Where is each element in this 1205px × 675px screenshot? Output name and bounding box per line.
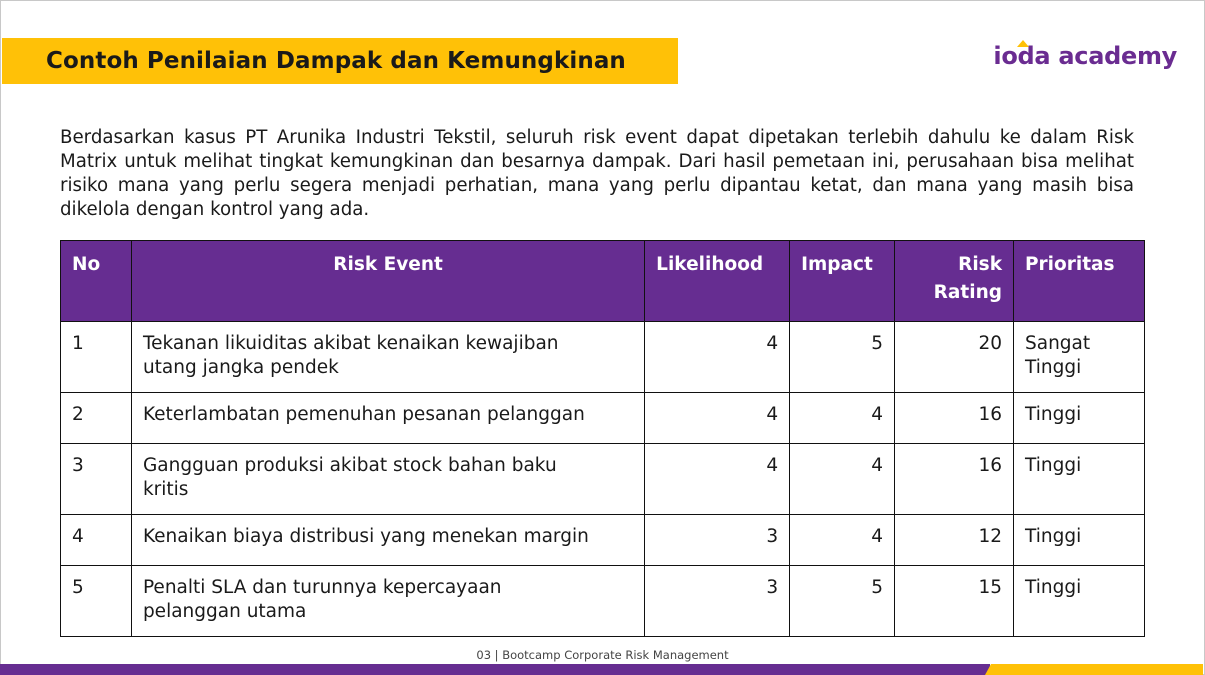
table-row (61, 444, 1145, 515)
cell-risk-rating: 16 (895, 444, 1014, 515)
cell-likelihood: 4 (645, 444, 790, 515)
header-risk-event: Risk Event (131, 241, 644, 322)
intro-paragraph: Berdasarkan kasus PT Arunika Industri Tekstil, seluruh risk event dapat dipetakan terlebih dahulu ke dalam Risk Matrix untuk melihat tingkat kemungkinan dan besarnya dampak. Dari hasil pemetaan ini, perusahaan bisa melihat risiko mana yang perlu segera menjadi perhatian, mana yang perlu dipantau ketat, dan mana yang masih bisa dikelola dengan kontrol yang ada. (60, 127, 1134, 220)
cell-risk-rating: 12 (895, 515, 1014, 566)
cell-risk-event: Gangguan produksi akibat stock bahan baku kritis (131, 444, 644, 515)
bottom-accent-purple (0, 664, 990, 675)
cell-risk-event: Keterlambatan pemenuhan pesanan pelanggan (131, 393, 644, 444)
header-prioritas: Prioritas (1014, 241, 1145, 322)
header-likelihood: Likelihood (645, 241, 790, 322)
slide-footer: 03 | Bootcamp Corporate Risk Management (476, 648, 729, 662)
cell-no: 2 (61, 393, 132, 444)
header-risk-rating (895, 241, 1014, 322)
cell-impact: 4 (790, 444, 895, 515)
risk-assessment-table (60, 240, 1145, 637)
cell-no: 4 (61, 515, 132, 566)
table-row (61, 322, 1145, 393)
header-impact: Impact (790, 241, 895, 322)
cell-prioritas: Sangat Tinggi (1014, 322, 1145, 393)
table-row (61, 566, 1145, 637)
table-row (61, 515, 1145, 566)
cell-likelihood: 4 (645, 393, 790, 444)
cell-no: 1 (61, 322, 132, 393)
cell-no: 3 (61, 444, 132, 515)
cell-risk-event: Tekanan likuiditas akibat kenaikan kewajiban utang jangka pendek (131, 322, 644, 393)
cell-likelihood: 3 (645, 566, 790, 637)
cell-likelihood: 4 (645, 322, 790, 393)
cell-prioritas: Tinggi (1014, 393, 1145, 444)
cell-risk-rating: 16 (895, 393, 1014, 444)
logo-accent-icon (1017, 40, 1029, 47)
cell-no: 5 (61, 566, 132, 637)
slide-title: Contoh Penilaian Dampak dan Kemungkinan (46, 48, 626, 74)
cell-risk-rating: 15 (895, 566, 1014, 637)
table-header-row (61, 241, 1145, 322)
header-risk-rating-label: Risk Rating (933, 254, 1002, 303)
header-no: No (61, 241, 132, 322)
cell-impact: 4 (790, 393, 895, 444)
cell-prioritas: Tinggi (1014, 566, 1145, 637)
cell-likelihood: 3 (645, 515, 790, 566)
cell-risk-event: Penalti SLA dan turunnya kepercayaan pelanggan utama (131, 566, 644, 637)
logo-text: ioda academy (993, 42, 1177, 70)
cell-impact: 5 (790, 566, 895, 637)
table-row (61, 393, 1145, 444)
cell-prioritas: Tinggi (1014, 444, 1145, 515)
cell-impact: 4 (790, 515, 895, 566)
bottom-accent-yellow (985, 664, 1203, 675)
cell-risk-rating: 20 (895, 322, 1014, 393)
cell-risk-event: Kenaikan biaya distribusi yang menekan margin (131, 515, 644, 566)
cell-impact: 5 (790, 322, 895, 393)
brand-logo (993, 42, 1177, 70)
cell-prioritas: Tinggi (1014, 515, 1145, 566)
title-banner (2, 38, 678, 84)
